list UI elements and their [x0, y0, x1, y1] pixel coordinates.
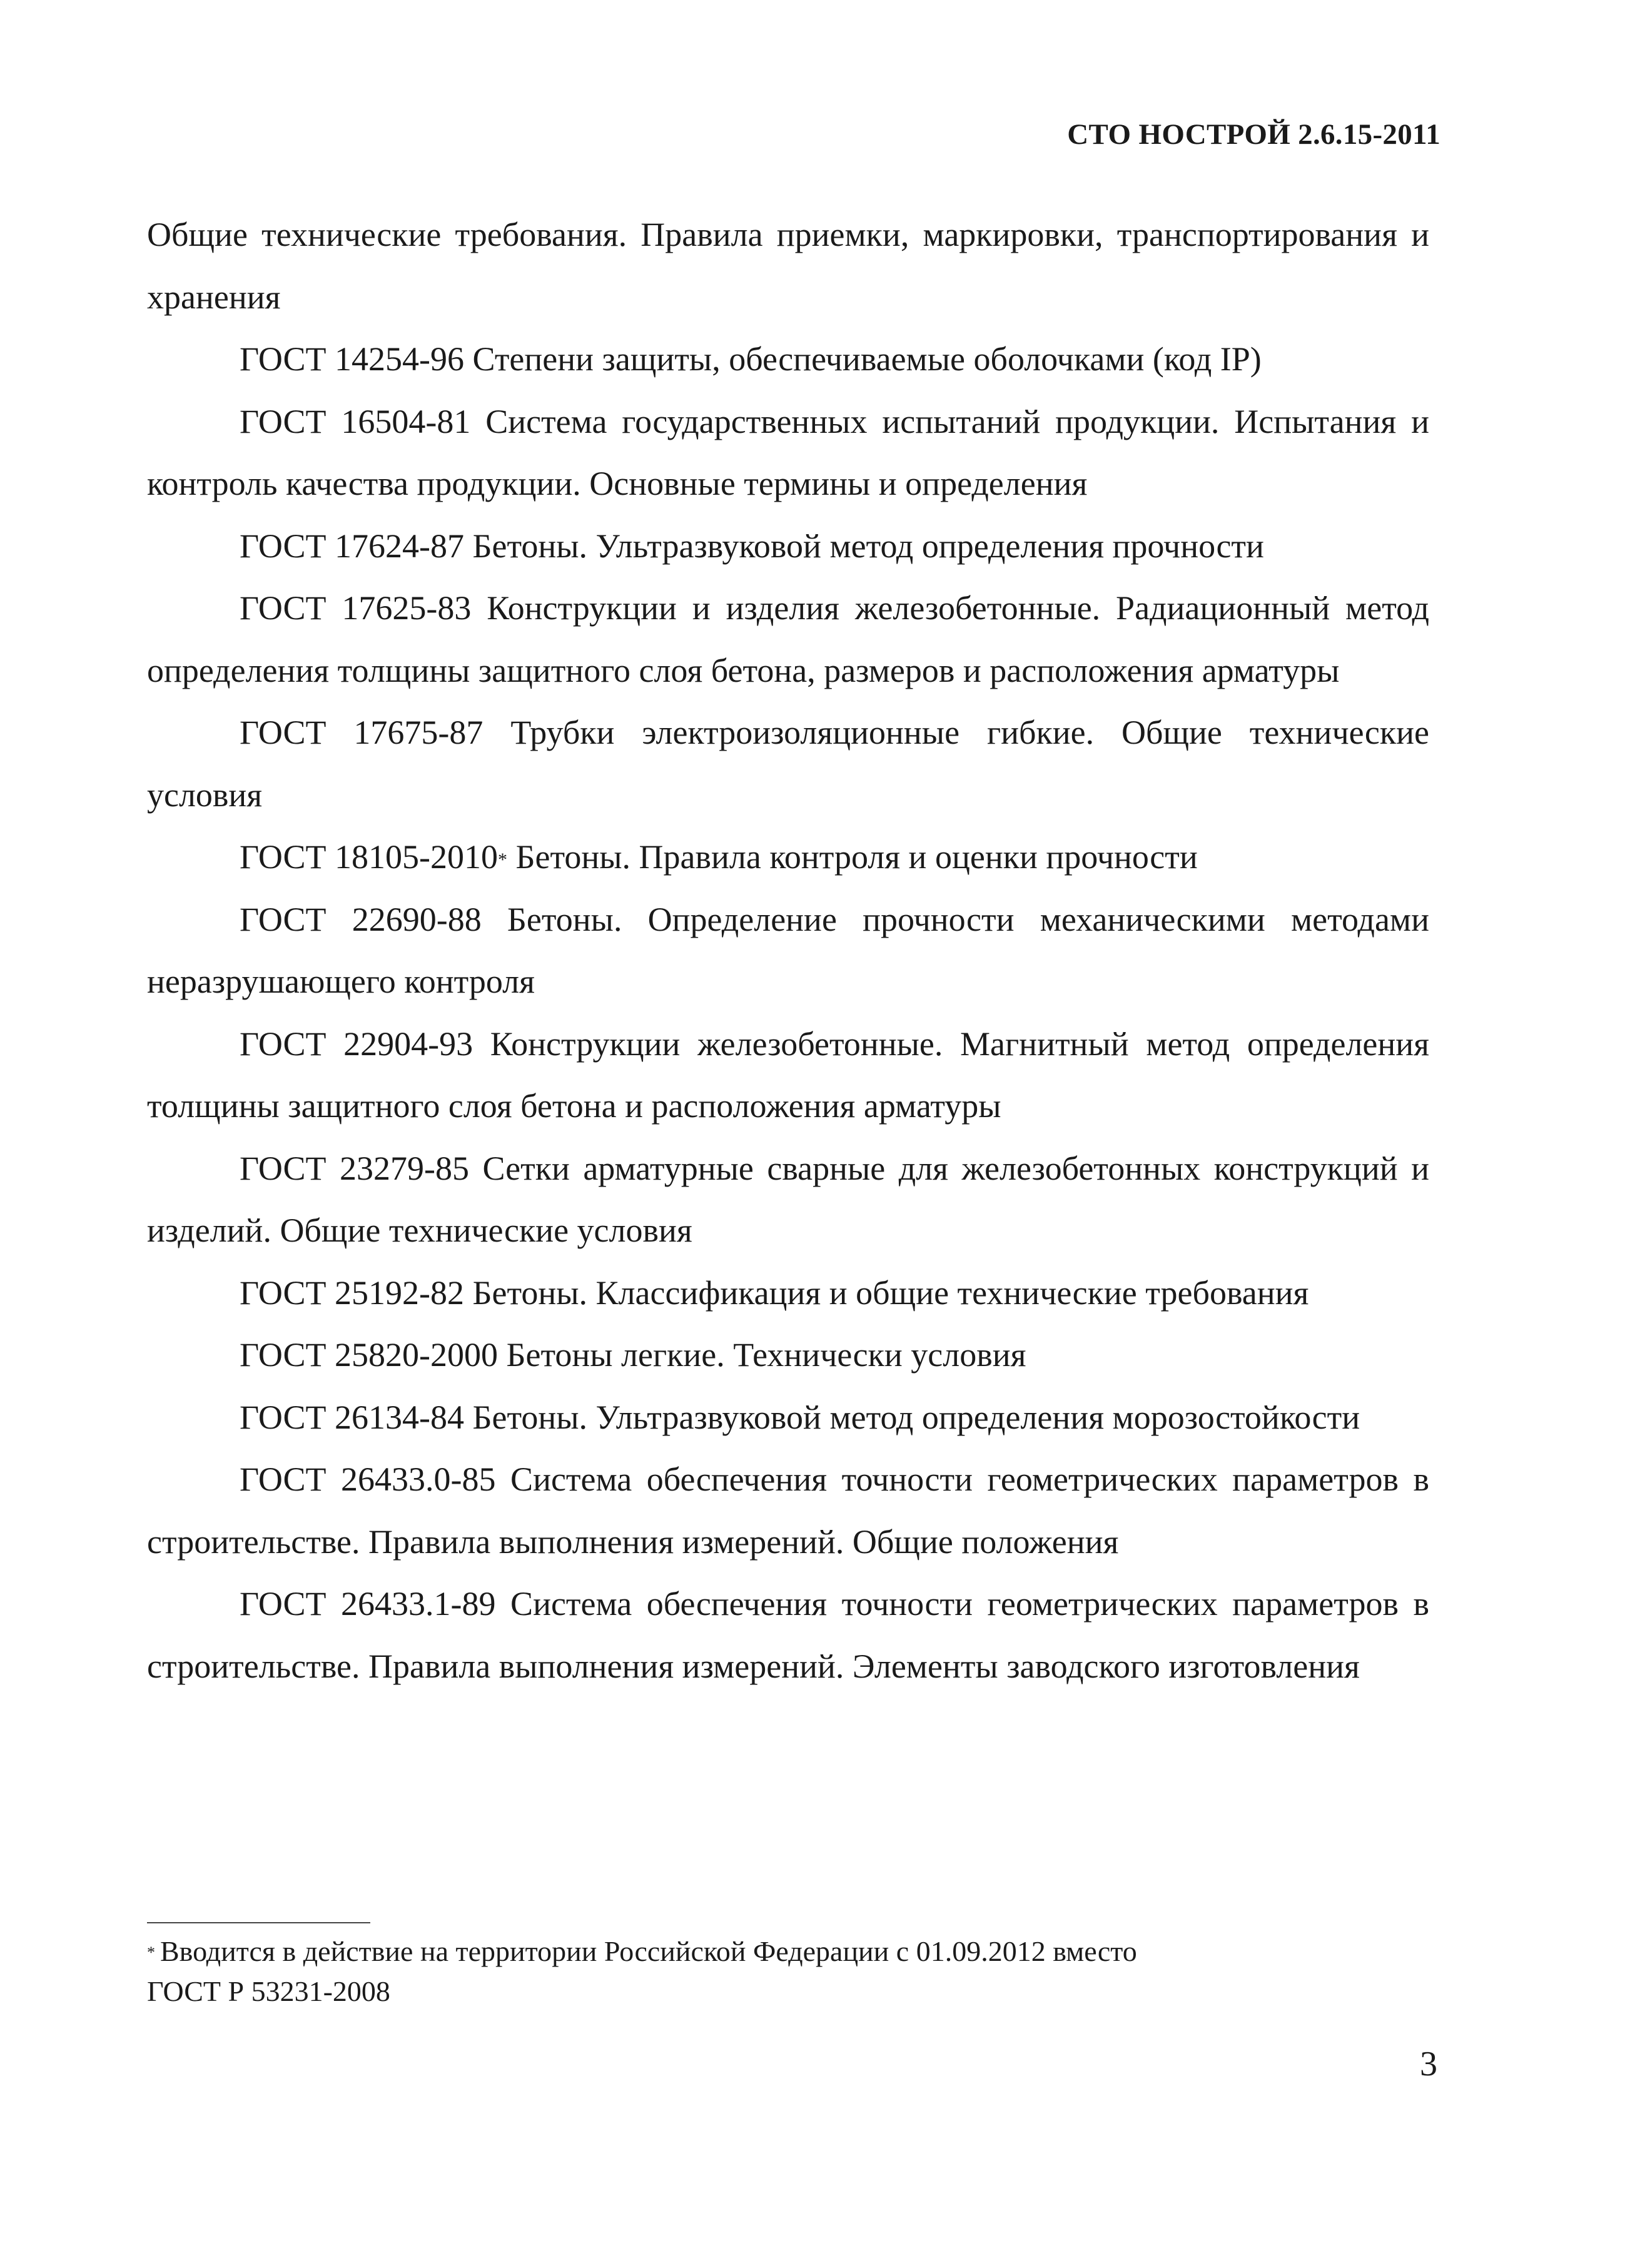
- footnote-line-2: ГОСТ Р 53231-2008: [147, 1975, 390, 2007]
- footnote-text: Вводится в действие на территории Российской Федерации с 01.09.2012 вместо: [160, 1935, 1137, 1967]
- footnote-marker: *: [498, 849, 508, 870]
- reference-gost-25192: ГОСТ 25192-82 Бетоны. Классификация и общие технические требования: [240, 1273, 1309, 1312]
- reference-gost-14254: ГОСТ 14254-96 Степени защиты, обеспечиваемые оболочками (код IP): [240, 340, 1262, 378]
- footnote: [147, 1931, 1429, 2012]
- footnote-divider: [147, 1922, 370, 1923]
- reference-gost-17625: ГОСТ 17625-83 Конструкции и изделия железобетонные. Радиационный метод определения толщины защитного слоя бетона, размеров и расположения арматуры: [147, 589, 1429, 689]
- reference-gost-26134: ГОСТ 26134-84 Бетоны. Ультразвуковой метод определения морозостойкости: [240, 1398, 1360, 1436]
- reference-code: ГОСТ 18105-2010: [240, 838, 499, 876]
- reference-gost-16504: ГОСТ 16504-81 Система государственных испытаний продукции. Испытания и контроль качества продукции. Основные термины и определения: [147, 402, 1429, 502]
- reference-gost-18105: [147, 826, 1429, 889]
- reference-gost-17624: ГОСТ 17624-87 Бетоны. Ультразвуковой метод определения прочности: [240, 527, 1264, 565]
- page-number: 3: [1420, 2045, 1437, 2083]
- reference-gost-25820: ГОСТ 25820-2000 Бетоны легкие. Технически условия: [240, 1336, 1026, 1374]
- reference-title: Бетоны. Правила контроля и оценки прочности: [507, 838, 1198, 876]
- reference-gost-22904: ГОСТ 22904-93 Конструкции железобетонные. Магнитный метод определения толщины защитного слоя бетона и расположения арматуры: [147, 1025, 1429, 1125]
- reference-gost-26433-1: ГОСТ 26433.1-89 Система обеспечения точности геометрических параметров в строительстве. Правила выполнения измерений. Элементы заводского изготовления: [147, 1585, 1429, 1685]
- footnote-line-1: [147, 1931, 1429, 1972]
- document-code-header: СТО НОСТРОЙ 2.6.15-2011: [1067, 118, 1440, 151]
- reference-gost-26433-0: ГОСТ 26433.0-85 Система обеспечения точности геометрических параметров в строительстве. Правила выполнения измерений. Общие положения: [147, 1461, 1429, 1561]
- reference-continuation: Общие технические требования. Правила приемки, маркировки, транспортирования и хранения: [147, 216, 1429, 316]
- standards-reference-list: [147, 204, 1429, 1698]
- reference-gost-23279: ГОСТ 23279-85 Сетки арматурные сварные для железобетонных конструкций и изделий. Общие технические условия: [147, 1149, 1429, 1249]
- footnote-mark: *: [147, 1943, 155, 1962]
- reference-gost-22690: ГОСТ 22690-88 Бетоны. Определение прочности механическими методами неразрушающего контроля: [147, 900, 1429, 1000]
- reference-gost-17675: ГОСТ 17675-87 Трубки электроизоляционные гибкие. Общие технические условия: [147, 714, 1429, 814]
